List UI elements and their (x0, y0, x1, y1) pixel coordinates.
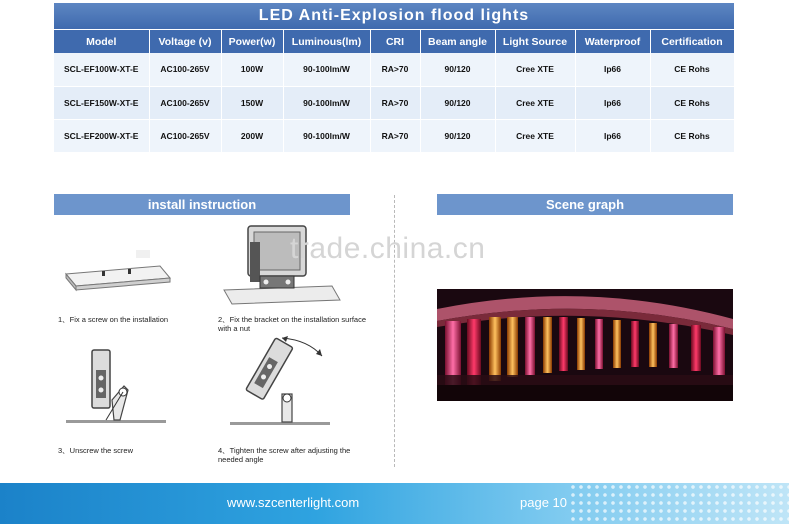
cell-cri: RA>70 (370, 119, 420, 152)
cell-waterproof: Ip66 (575, 119, 650, 152)
cell-model: SCL-EF150W-XT-E (54, 86, 149, 119)
cell-certification: CE Rohs (650, 86, 734, 119)
cell-beam-angle: 90/120 (420, 53, 495, 86)
watermark: trade.china.cn (290, 232, 486, 265)
header-light-source: Light Source (495, 30, 575, 53)
table-row (54, 86, 734, 119)
cell-luminous: 90-100lm/W (283, 53, 370, 86)
step4-illustration (226, 334, 336, 429)
cell-luminous: 90-100lm/W (283, 86, 370, 119)
step2-caption: 2、Fix the bracket on the installation surface with a nut (218, 315, 366, 333)
cell-voltage: AC100-265V (149, 53, 221, 86)
header-waterproof: Waterproof (575, 30, 650, 53)
cell-beam-angle: 90/120 (420, 86, 495, 119)
cell-power: 200W (221, 119, 283, 152)
step1-illustration (60, 244, 175, 294)
table-header-row (54, 30, 734, 53)
cell-waterproof: Ip66 (575, 53, 650, 86)
page-number: page 10 (520, 495, 567, 510)
header-model: Model (54, 30, 149, 53)
cell-light-source: Cree XTE (495, 119, 575, 152)
step3-caption: 3、Unscrew the screw (58, 446, 134, 455)
scene-graph-heading: Scene graph (437, 194, 733, 215)
cell-voltage: AC100-265V (149, 119, 221, 152)
footer-bar (0, 483, 789, 524)
cell-light-source: Cree XTE (495, 53, 575, 86)
table-row (54, 119, 734, 152)
header-luminous: Luminous(lm) (283, 30, 370, 53)
footer-website-link[interactable]: www.szcenterlight.com (227, 495, 360, 510)
header-power: Power(w) (221, 30, 283, 53)
cell-luminous: 90-100lm/W (283, 119, 370, 152)
header-cri: CRI (370, 30, 420, 53)
cell-light-source: Cree XTE (495, 86, 575, 119)
header-certification: Certification (650, 30, 734, 53)
cell-model: SCL-EF200W-XT-E (54, 119, 149, 152)
cell-model: SCL-EF100W-XT-E (54, 53, 149, 86)
install-instruction-heading: install instruction (54, 194, 350, 215)
cell-cri: RA>70 (370, 86, 420, 119)
cell-voltage: AC100-265V (149, 86, 221, 119)
colonnade-illustration (437, 289, 733, 401)
footer-dot-pattern (569, 483, 789, 524)
cell-beam-angle: 90/120 (420, 119, 495, 152)
header-voltage: Voltage (v) (149, 30, 221, 53)
cell-cri: RA>70 (370, 53, 420, 86)
page-title: LED Anti-Explosion flood lights (54, 3, 734, 29)
scene-photo (437, 289, 733, 401)
step3-illustration (62, 342, 172, 427)
cell-waterproof: Ip66 (575, 86, 650, 119)
cell-certification: CE Rohs (650, 53, 734, 86)
cell-certification: CE Rohs (650, 119, 734, 152)
step1-caption: 1、Fix a screw on the installation (58, 315, 169, 324)
spec-table (54, 30, 735, 153)
step4-caption: 4、Tighten the screw after adjusting the needed angle (218, 446, 351, 464)
header-beam-angle: Beam angle (420, 30, 495, 53)
cell-power: 100W (221, 53, 283, 86)
cell-power: 150W (221, 86, 283, 119)
table-row (54, 53, 734, 86)
